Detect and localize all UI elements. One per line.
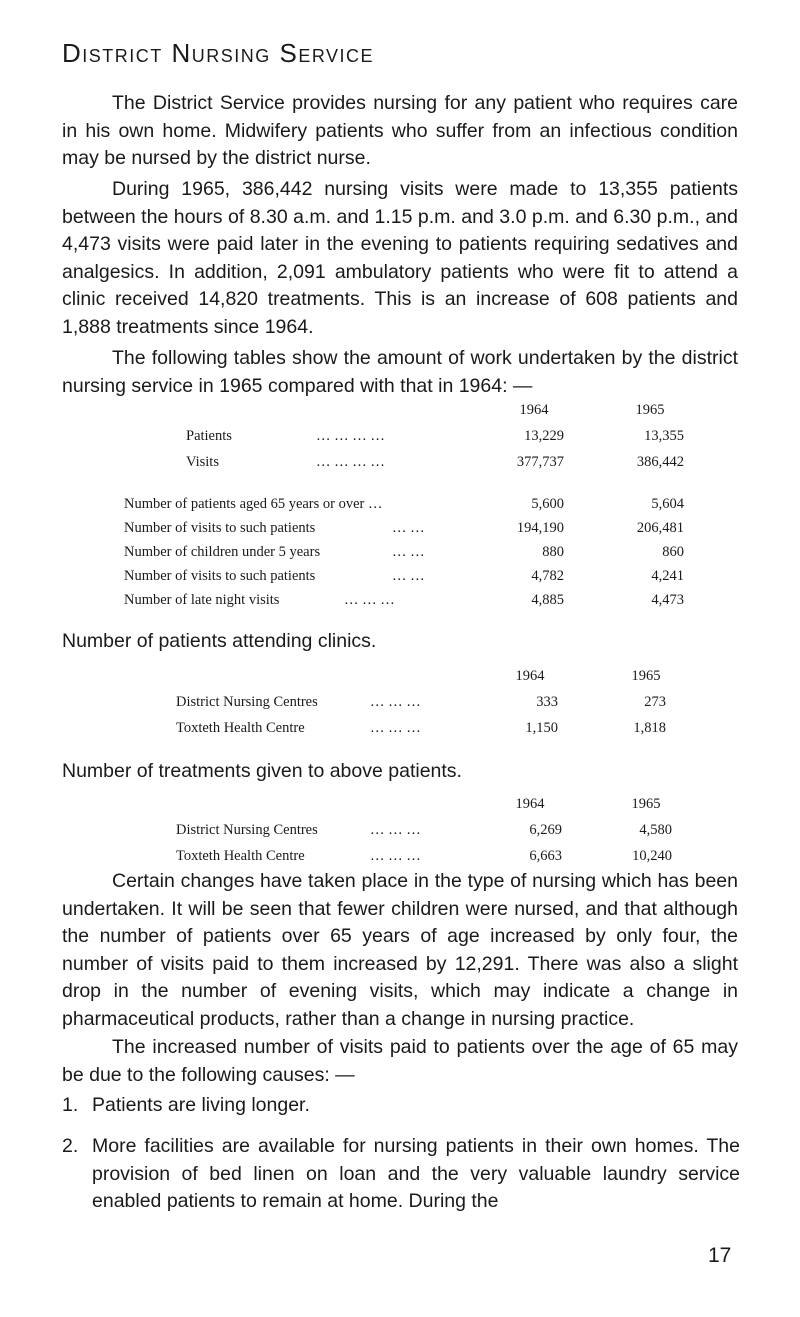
row-leader: … …: [392, 544, 425, 560]
intro-paragraph: The District Service provides nursing for any patient who requires care in his own home. Midwifery patients who suffer from an infectious condition may be nursed by the district nurse.: [62, 92, 738, 169]
value-1964: 1,150: [525, 720, 558, 736]
value-1964: 6,269: [529, 822, 562, 838]
value-1964: 333: [536, 694, 558, 710]
value-1964: 194,190: [516, 520, 564, 536]
value-1964: 4,782: [531, 568, 564, 584]
row-label: District Nursing Centres: [176, 694, 318, 710]
tables-intro-paragraph: The following tables show the amount of work undertaken by the district nursing service in 1965 compared with that in 1964: —: [62, 347, 738, 397]
value-1965: 5,604: [651, 496, 684, 512]
row-label: District Nursing Centres: [176, 822, 318, 838]
clinic-attendance-heading: Number of patients attending clinics.: [62, 630, 377, 652]
row-leader: … … …: [370, 848, 421, 864]
table2-header-1964: 1964: [515, 668, 545, 684]
row-leader: … … … …: [316, 428, 385, 444]
list-number: 1.: [62, 1094, 79, 1116]
value-1965: 273: [644, 694, 666, 710]
table3-header-1965: 1965: [631, 796, 661, 812]
page-title: District Nursing Service: [62, 38, 375, 68]
treatments-heading: Number of treatments given to above patients.: [62, 760, 462, 782]
table2-header-1965: 1965: [631, 668, 661, 684]
row-leader: … … …: [370, 694, 421, 710]
value-1964: 6,663: [529, 848, 562, 864]
list-text: Patients are living longer.: [92, 1094, 310, 1116]
row-leader: … … …: [370, 720, 421, 736]
value-1965: 10,240: [632, 848, 672, 864]
row-label: Patients: [186, 428, 232, 444]
list-number: 2.: [62, 1135, 79, 1157]
row-leader: … …: [392, 520, 425, 536]
value-1964: 13,229: [524, 428, 564, 444]
value-1965: 1,818: [633, 720, 666, 736]
value-1964: 5,600: [531, 496, 564, 512]
row-leader: … … …: [344, 592, 395, 608]
value-1965: 4,580: [639, 822, 672, 838]
row-label: Number of patients aged 65 years or over …: [124, 496, 383, 512]
row-leader: … … …: [370, 822, 421, 838]
row-label: Toxteth Health Centre: [176, 720, 305, 736]
value-1965: 860: [662, 544, 684, 560]
page-number: 17: [708, 1244, 732, 1267]
row-label: Toxteth Health Centre: [176, 848, 305, 864]
row-leader: … … … …: [316, 454, 385, 470]
row-label: Visits: [186, 454, 219, 470]
row-label: Number of visits to such patients: [124, 568, 316, 584]
row-label: Number of children under 5 years: [124, 544, 321, 560]
list-item: [62, 1133, 738, 1217]
value-1964: 880: [542, 544, 564, 560]
value-1964: 377,737: [516, 454, 564, 470]
list-text: More facilities are available for nursing patients in their own homes. The provision of bed linen on loan and the very valuable laundry service enabled patients to remain at home. During the: [92, 1135, 740, 1212]
causes-intro-paragraph: The increased number of visits paid to patients over the age of 65 may be due to the following causes: —: [62, 1036, 738, 1086]
visits-paragraph: During 1965, 386,442 nursing visits were made to 13,355 patients between the hours of 8.30 a.m. and 1.15 p.m. and 3.0 p.m. and 6.30 p.m., and 4,473 visits were paid later in the evening to patients requiring sedatives and analgesics. In addition, 2,091 ambulatory patients who were fit to attend a clinic received 14,820 treatments. This is an increase of 608 patients and 1,888 treatments since 1964.: [62, 178, 738, 338]
value-1965: 13,355: [644, 428, 684, 444]
value-1964: 4,885: [531, 592, 564, 608]
value-1965: 4,241: [651, 568, 684, 584]
row-label: Number of late night visits: [124, 592, 280, 608]
value-1965: 386,442: [636, 454, 684, 470]
table1-header-1964: 1964: [519, 402, 549, 418]
table1-header-1965: 1965: [635, 402, 665, 418]
changes-paragraph: Certain changes have taken place in the type of nursing which has been undertaken. It will be seen that fewer children were nursed, and that although the number of patients over 65 years of age increased by only four, the number of visits paid to them increased by 12,291. There was also a slight drop in the number of evening visits, which may indicate a change in pharmaceutical products, rather than a change in nursing practice.: [62, 870, 738, 1030]
row-label: Number of visits to such patients: [124, 520, 316, 536]
list-item: [62, 1092, 738, 1120]
row-leader: … …: [392, 568, 425, 584]
table3-header-1964: 1964: [515, 796, 545, 812]
value-1965: 206,481: [636, 520, 684, 536]
value-1965: 4,473: [651, 592, 684, 608]
